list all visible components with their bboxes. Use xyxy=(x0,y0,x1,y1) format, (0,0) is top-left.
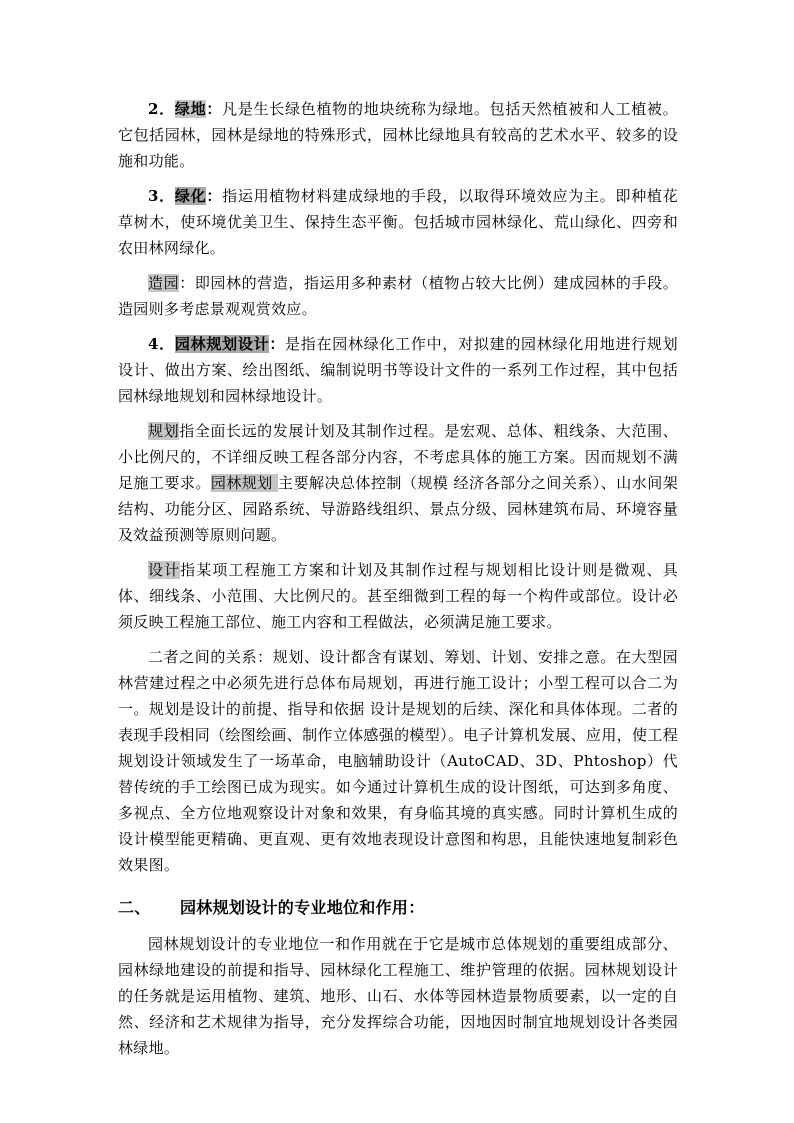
paragraph-greening xyxy=(118,183,678,261)
document-body xyxy=(118,96,678,1061)
definition-text: 指全面长远的发展计划及其制作过程。是宏观、总体、粗线条、大范围、小比例尺的，不详细反映工程各部分内容，不考虑具体的施工方案。因而规划不满足施工要求。 xyxy=(118,422,678,492)
paragraph-landscape-planning-design xyxy=(118,331,678,409)
term-greening: 绿化 xyxy=(174,187,207,205)
term-colon: ： xyxy=(269,335,286,353)
paragraph-relationship xyxy=(118,644,678,878)
term-landscape-planning-design: 园林规划设计 xyxy=(174,335,270,353)
paragraph-green-space xyxy=(118,96,678,174)
body-text: 二者之间的关系：规划、设计都含有谋划、筹划、计划、安排之意。在大型园林营建过程之中必须先进行总体布局规划，再进行施工设计；小型工程可以合二为一。规划是设计的前提、指导和依据 设计是规划的后续、深化和具体体现。二者的表现手段相同（绘图绘画、制作立体感强的模型）。电子计算机发展、应用，使工程规划设计领域发生了一场革命，电脑辅助设计（AutoCAD、3D、Phtoshop）代替传统的手工绘图已成为现实。如今通过计算机生成的设计图纸，可达到多角度、多视点、全方位地观察设计对象和效果，有身临其境的真实感。同时计算机生成的设计模型能更精确、更直观、更有效地表现设计意图和构思，且能快速地复制彩色效果图。 xyxy=(118,648,678,874)
paragraph-professional-role xyxy=(118,931,678,1061)
term-design: 设计 xyxy=(148,561,181,579)
paragraph-garden-making xyxy=(118,270,678,322)
term-colon: ： xyxy=(179,274,195,292)
definition-text: 是指在园林绿化工作中，对拟建的园林绿化用地进行规划设计、做出方案、绘出图纸、编制说明书等设计文件的一系列工作过程，其中包括园林绿地规划和园林绿地设计。 xyxy=(118,335,678,405)
section-title: 园林规划设计的专业地位和作用： xyxy=(180,898,425,917)
definition-text: 指某项工程施工方案和计划及其制作过程与规划相比设计则是微观、具体、细线条、小范围、大比例尺的。甚至细微到工程的每一个构件或部位。设计必须反映工程施工部位、施工内容和工程做法，必须满足施工要求。 xyxy=(118,561,678,631)
item-number: 3． xyxy=(148,187,175,205)
body-text: 园林规划设计的专业地位一和作用就在于它是城市总体规划的重要组成部分、园林绿地建设的前提和指导、园林绿化工程施工、维护管理的依据。园林规划设计的任务就是运用植物、建筑、地形、山石、水体等园林造景物质要素，以一定的自然、经济和艺术规律为指导，充分发挥综合功能，因地因时制宜地规划设计各类园林绿地。 xyxy=(118,935,678,1057)
term-green-space: 绿地 xyxy=(174,100,207,118)
item-number: 4． xyxy=(148,335,175,353)
definition-text: 凡是生长绿色植物的地块统称为绿地。包括天然植被和人工植被。它包括园林，园林是绿地的特殊形式，园林比绿地具有较高的艺术水平、较多的设施和功能。 xyxy=(118,100,678,170)
term-colon: ： xyxy=(206,100,223,118)
definition-text: 指运用植物材料建成绿地的手段，以取得环境效应为主。即种植花草树木，使环境优美卫生、保持生态平衡。包括城市园林绿化、荒山绿化、四旁和农田林网绿化。 xyxy=(118,187,678,257)
term-colon: ： xyxy=(206,187,223,205)
section-heading xyxy=(118,895,678,921)
definition-text: 主要解决总体控制（规模 经济各部分之间关系）、山水间架结构、功能分区、园路系统、导游路线组织、景点分级、园林建筑布局、环境容量及效益预测等原则问题。 xyxy=(118,474,678,544)
definition-text: 即园林的营造，指运用多种素材（植物占较大比例）建成园林的手段。造园则多考虑景观观赏效应。 xyxy=(118,274,678,318)
item-number: 2． xyxy=(148,100,175,118)
section-number: 二、 xyxy=(118,898,151,917)
term-landscape-planning: 园林规划 xyxy=(210,474,279,492)
term-planning: 规划 xyxy=(148,422,180,440)
paragraph-planning xyxy=(118,418,678,548)
term-garden-making: 造园 xyxy=(148,274,180,292)
paragraph-design xyxy=(118,557,678,635)
